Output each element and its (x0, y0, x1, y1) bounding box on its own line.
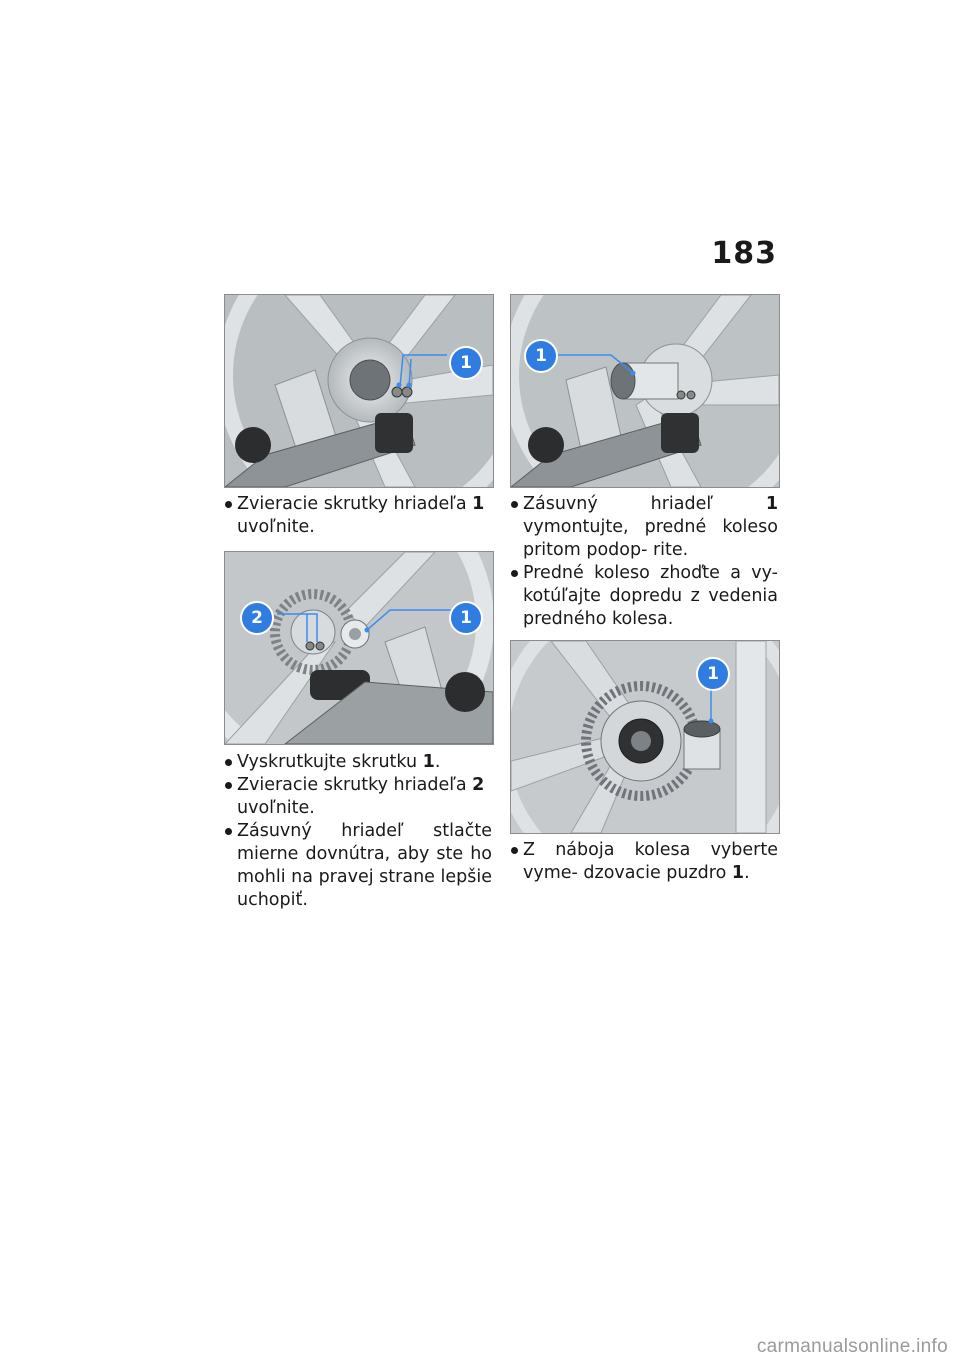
step-item (224, 774, 492, 820)
step-text-cont: uvoľnite. (237, 517, 315, 537)
steps-block-3 (510, 493, 778, 631)
step-item (224, 820, 492, 912)
step-item (510, 493, 778, 562)
step-text: Zvieracie skrutky hriadeľa (237, 775, 473, 795)
illustration-wheel-hub-1 (225, 295, 493, 487)
step-text: Z náboja kolesa vyberte vyme- dzovacie puzdro (523, 840, 778, 883)
callout-badge: 1 (449, 601, 483, 635)
step-ref: 1 (731, 863, 745, 883)
callout-badge: 1 (524, 339, 558, 373)
step-text: Predné koleso zhoďte a vy- kotúľajte dopredu z vedenia predného kolesa. (523, 563, 778, 629)
figure-shaft-clamp-bolts (224, 294, 494, 488)
watermark-link[interactable]: carmanualsonline.info (756, 1336, 948, 1357)
illustration-wheel-hub-4 (511, 641, 779, 833)
step-text-cont: uvoľnite. (237, 798, 315, 818)
callout-badge: 1 (696, 657, 730, 691)
page-number: 183 (711, 236, 777, 271)
step-ref: 1 (472, 494, 485, 514)
step-ref: 2 (472, 775, 485, 795)
figure-spacer-sleeve (510, 640, 780, 834)
step-text: Zásuvný hriadeľ stlačte mierne dovnútra, aby ste ho mohli na pravej strane lepšie uchopiť. (237, 821, 492, 910)
step-item (224, 493, 492, 539)
steps-block-2 (224, 751, 492, 912)
step-item (224, 751, 492, 774)
step-ref: 1 (422, 752, 435, 772)
step-text: Zásuvný hriadeľ (523, 494, 766, 514)
illustration-wheel-hub-2 (225, 552, 493, 744)
callout-badge: 2 (240, 601, 274, 635)
illustration-wheel-hub-3 (511, 295, 779, 487)
step-item (510, 562, 778, 631)
figure-axle-removal (510, 294, 780, 488)
steps-block-1 (224, 493, 492, 539)
step-item (510, 839, 778, 885)
step-suffix: . (744, 863, 750, 883)
step-suffix: vymontujte, predné koleso pritom podop- rite. (523, 517, 778, 560)
step-suffix: . (434, 752, 441, 772)
figure-axle-bolt (224, 551, 494, 745)
step-ref: 1 (765, 494, 778, 514)
callout-badge: 1 (449, 346, 483, 380)
step-text: Vyskrutkujte skrutku (237, 752, 423, 772)
steps-block-4 (510, 839, 778, 885)
step-text: Zvieracie skrutky hriadeľa (237, 494, 473, 514)
